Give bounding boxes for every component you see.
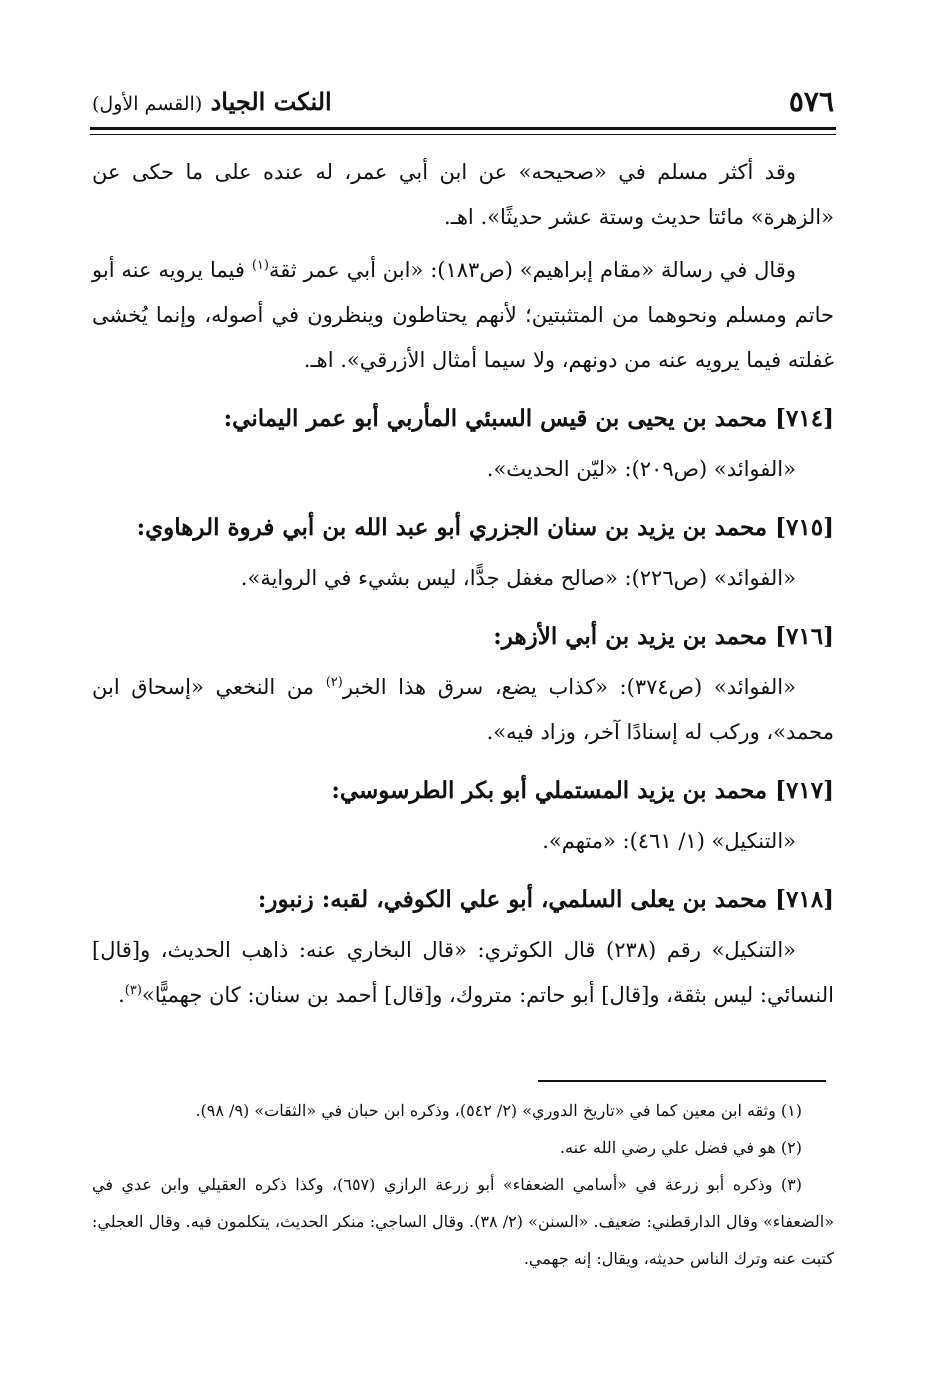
entry-name: محمد بن يزيد بن سنان الجزري أبو عبد الله بن أبي فروة الرهاوي: bbox=[136, 514, 768, 541]
entry-716-text bbox=[92, 665, 834, 755]
entry-718-text bbox=[92, 928, 834, 1018]
entry-number: [٧١٤] bbox=[775, 405, 834, 432]
footnotes bbox=[92, 1092, 834, 1277]
intro-paragraph-2 bbox=[92, 248, 834, 383]
footnote-separator bbox=[538, 1080, 826, 1082]
entry-name: محمد بن يزيد بن أبي الأزهر: bbox=[493, 623, 768, 650]
running-header bbox=[92, 82, 834, 122]
entry-718-text-after: . bbox=[118, 983, 125, 1007]
page-number: ٥٧٦ bbox=[788, 85, 834, 118]
entry-number: [٧١٨] bbox=[775, 886, 834, 913]
footnote-3: (٣) وذكره أبو زرعة في «أسامي الضعفاء» أبو زرعة الرازي (٦٥٧)، وكذا ذكره العقيلي وابن عدي في «الضعفاء» وقال الدارقطني: ضعيف. «السنن» (٢/ ٣٨). وقال الساجي: منكر الحديث، يتكلمون فيه. وقال العجلي: كتبت عنه وترك الناس حديثه، ويقال: إنه جهمي. bbox=[92, 1175, 835, 1268]
entry-718-text-before: «التنكيل» رقم (٢٣٨) قال الكوثري: «قال البخاري عنه: ذاهب الحديث، و[قال] النسائي: ليس بثقة، و[قال] أبو حاتم: متروك، و[قال] أحمد بن سنان: كان جهميًّا» bbox=[92, 938, 834, 1007]
entry-715-heading bbox=[92, 500, 834, 556]
entry-name: محمد بن يحيى بن قيس السبئي المأربي أبو عمر اليماني: bbox=[223, 405, 768, 432]
entry-716-text-after: من النخعي «إسحاق ابن محمد»، وركب له إسنادًا آخر، وزاد فيه». bbox=[92, 675, 834, 744]
entry-715-text: «الفوائد» (ص٢٢٦): «صالح مغفل جدًّا، ليس بشيء في الرواية». bbox=[240, 566, 796, 590]
intro-p2-text-before: وقال في رسالة «مقام إبراهيم» (ص١٨٣): «ابن أبي عمر ثقة bbox=[268, 258, 796, 282]
entry-number: [٧١٧] bbox=[775, 777, 834, 804]
header-rule-thin bbox=[90, 134, 836, 135]
entry-716-text-before: «الفوائد» (ص٣٧٤): «كذاب يضع، سرق هذا الخبر bbox=[342, 675, 796, 699]
intro-paragraph-1: وقد أكثر مسلم في «صحيحه» عن ابن أبي عمر، له عنده على ما حكى عن «الزهرة» مائتا حديث وستة عشر حديثًا». اهـ. bbox=[92, 160, 834, 229]
entry-718-heading bbox=[92, 872, 834, 928]
entry-717-heading bbox=[92, 763, 834, 819]
entry-716-heading bbox=[92, 609, 834, 665]
intro-p2-text-after: فيما يرويه عنه أبو حاتم ومسلم ونحوهما من المتثبتين؛ لأنهم يحتاطون وينظرون في أصوله، وإنما يُخشى غفلته فيما يرويه عنه من دونهم، ولا سيما أمثال الأزرقي». اهـ. bbox=[92, 258, 834, 372]
footnote-2: (٢) هو في فضل علي رضي الله عنه. bbox=[559, 1138, 802, 1157]
entry-717-text: «التنكيل» (١/ ٤٦١): «متهم». bbox=[542, 829, 796, 853]
footnote-ref-2[interactable]: (٢) bbox=[325, 675, 343, 690]
entry-714-text: «الفوائد» (ص٢٠٩): «ليّن الحديث». bbox=[486, 457, 796, 481]
footnote-ref-3[interactable]: (٣) bbox=[124, 983, 142, 998]
book-section: (القسم الأول) bbox=[92, 93, 203, 115]
entry-714-heading bbox=[92, 391, 834, 447]
book-title: النكت الجياد bbox=[210, 87, 332, 116]
running-title bbox=[92, 82, 332, 124]
main-text bbox=[92, 150, 834, 1018]
entry-number: [٧١٥] bbox=[775, 514, 834, 541]
footnote-1: (١) وثقه ابن معين كما في «تاريخ الدوري» (٢/ ٥٤٢)، وذكره ابن حبان في «الثقات» (٩/ ٩٨). bbox=[195, 1101, 802, 1120]
entry-number: [٧١٦] bbox=[775, 623, 834, 650]
entry-name: محمد بن يعلى السلمي، أبو علي الكوفي، لقبه: زنبور: bbox=[257, 886, 768, 913]
entry-name: محمد بن يزيد المستملي أبو بكر الطرسوسي: bbox=[331, 777, 768, 804]
footnote-ref-1[interactable]: (١) bbox=[251, 258, 269, 273]
header-rule-thick bbox=[90, 127, 836, 130]
